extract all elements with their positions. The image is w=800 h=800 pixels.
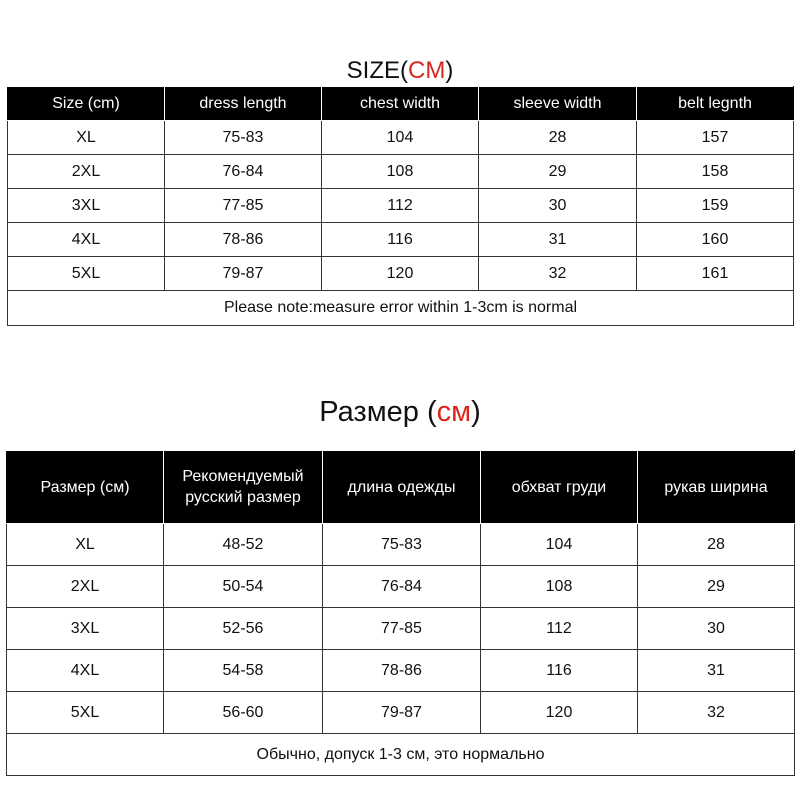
table-row [8,257,794,291]
table-row [8,155,794,189]
table-row [7,608,795,650]
title-suffix: ) [445,57,454,84]
table-note-row [8,291,794,326]
title-prefix: Размер ( [319,396,437,428]
table-cell: 79-87 [165,257,322,291]
table-cell: XL [7,524,164,566]
table-row [8,189,794,223]
measure-note: Please note:measure error within 1-3cm is normal [8,291,794,326]
table-cell: 120 [322,257,479,291]
table-cell: 3XL [7,608,164,650]
header-cell: рукав ширина [638,451,795,524]
table-header-row [8,87,794,121]
header-cell: chest width [322,87,479,121]
table-header-row [7,451,795,524]
table-cell: 79-87 [323,692,481,734]
table-cell: 54-58 [164,650,323,692]
table-cell: XL [8,121,165,155]
table-cell: 50-54 [164,566,323,608]
table-cell: 29 [638,566,795,608]
table-cell: 4XL [7,650,164,692]
table-cell: 5XL [7,692,164,734]
table-cell: 30 [638,608,795,650]
table-cell: 157 [637,121,794,155]
table-note-row [7,734,795,776]
table-cell: 159 [637,189,794,223]
table-cell: 56-60 [164,692,323,734]
size-chart-title-en [0,57,800,85]
table-row [7,650,795,692]
table-cell: 108 [322,155,479,189]
table-cell: 4XL [8,223,165,257]
table-cell: 52-56 [164,608,323,650]
table-cell: 120 [481,692,638,734]
header-cell: dress length [165,87,322,121]
header-cell: длина одежды [323,451,481,524]
table-cell: 108 [481,566,638,608]
table-cell: 77-85 [165,189,322,223]
table-cell: 29 [479,155,637,189]
header-cell: обхват груди [481,451,638,524]
table-cell: 2XL [7,566,164,608]
table-cell: 76-84 [323,566,481,608]
table-cell: 5XL [8,257,165,291]
table-cell: 158 [637,155,794,189]
table-cell: 112 [322,189,479,223]
title-prefix: SIZE( [346,57,408,84]
table-cell: 75-83 [165,121,322,155]
size-chart-title-ru [0,395,800,429]
table-cell: 112 [481,608,638,650]
table-cell: 104 [322,121,479,155]
table-cell: 161 [637,257,794,291]
table-cell: 48-52 [164,524,323,566]
table-cell: 28 [638,524,795,566]
table-cell: 78-86 [323,650,481,692]
title-suffix: ) [471,396,481,428]
table-cell: 31 [638,650,795,692]
table-cell: 31 [479,223,637,257]
table-cell: 77-85 [323,608,481,650]
table-cell: 75-83 [323,524,481,566]
size-table-en [7,86,794,326]
header-cell: Размер (см) [7,451,164,524]
table-cell: 3XL [8,189,165,223]
header-cell: sleeve width [479,87,637,121]
table-cell: 116 [481,650,638,692]
header-cell: belt legnth [637,87,794,121]
table-cell: 2XL [8,155,165,189]
table-cell: 116 [322,223,479,257]
table-cell: 104 [481,524,638,566]
table-row [8,121,794,155]
table-row [7,692,795,734]
table-row [7,524,795,566]
table-cell: 78-86 [165,223,322,257]
table-cell: 76-84 [165,155,322,189]
header-cell: Size (cm) [8,87,165,121]
table-cell: 32 [479,257,637,291]
table-cell: 30 [479,189,637,223]
size-table-ru [6,450,795,776]
table-cell: 160 [637,223,794,257]
table-row [8,223,794,257]
header-cell: Рекомендуемый русский размер [164,451,323,524]
table-cell: 32 [638,692,795,734]
table-row [7,566,795,608]
title-unit: CM [408,57,446,84]
title-unit: см [436,396,472,428]
table-cell: 28 [479,121,637,155]
measure-note: Обычно, допуск 1-3 см, это нормально [7,734,795,776]
